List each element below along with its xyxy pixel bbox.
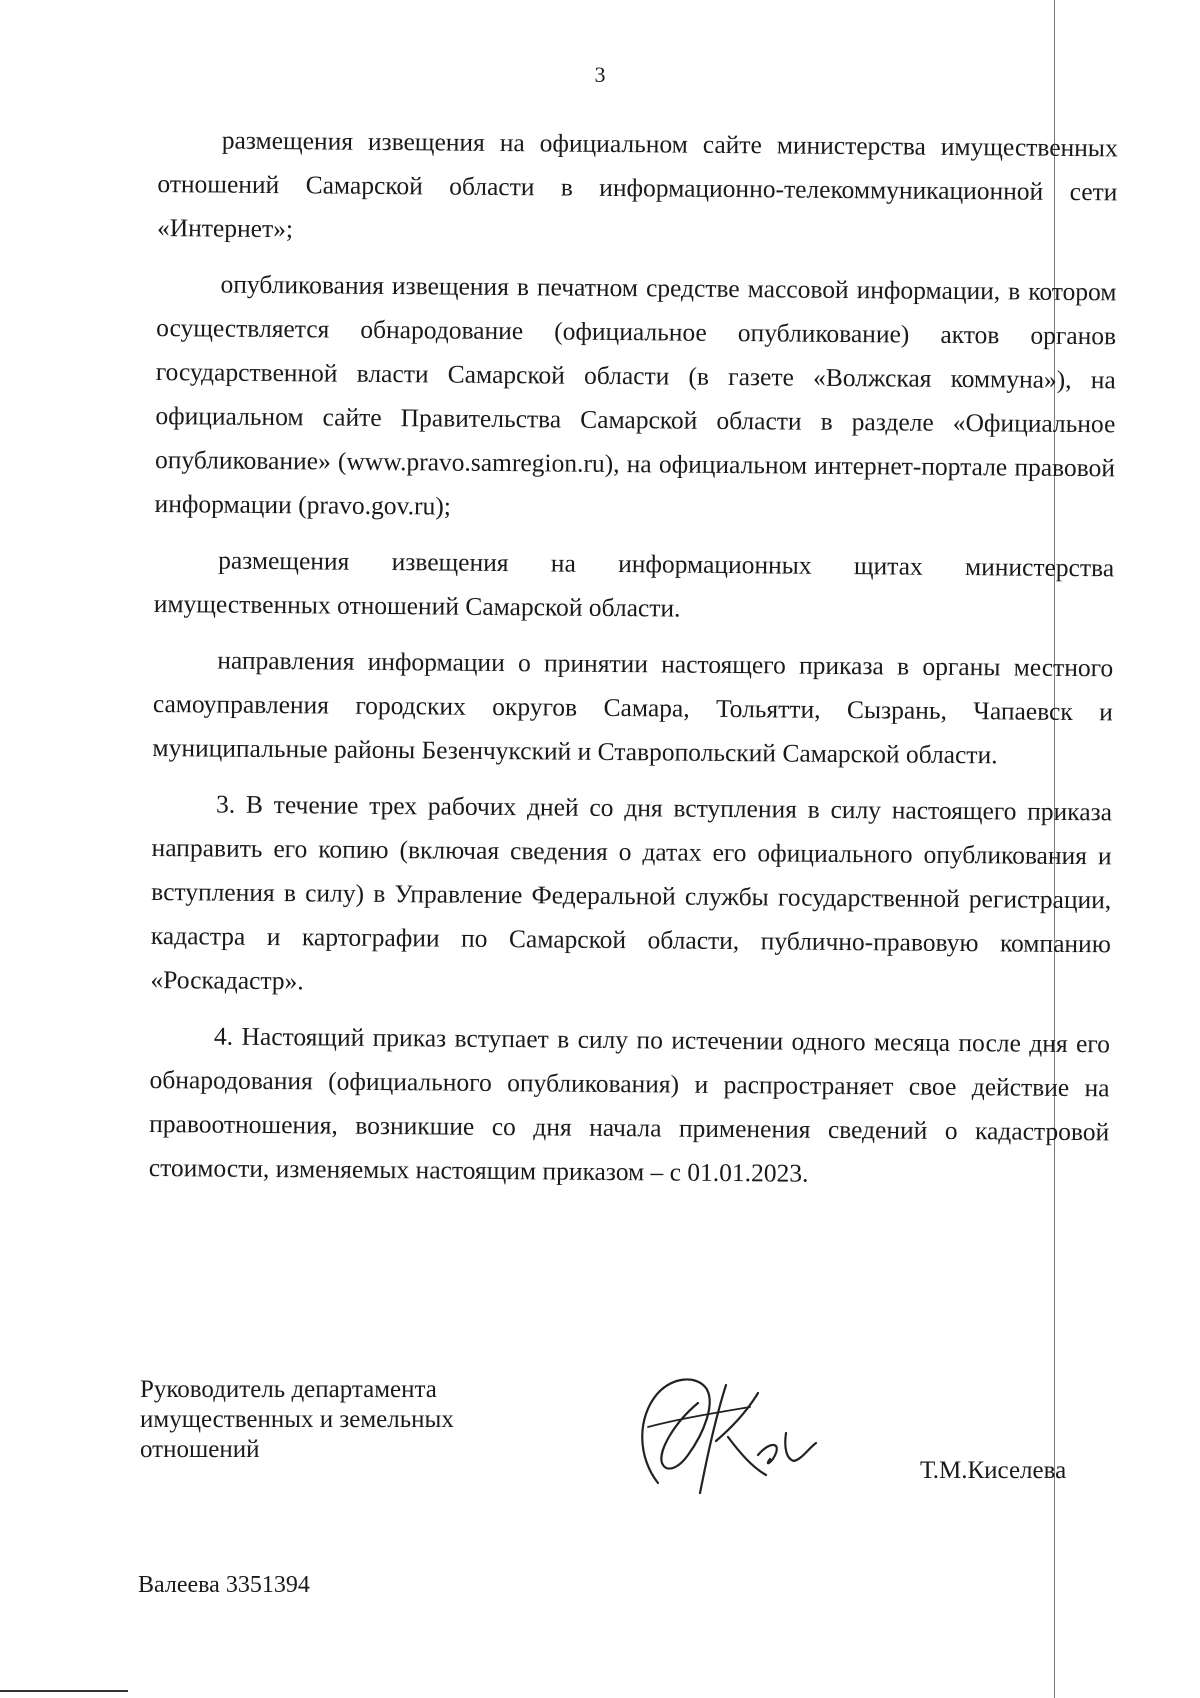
page-number: 3 (594, 62, 606, 87)
signer-name: Т.М.Киселева (920, 1457, 1067, 1484)
paragraph-4: направления информации о принятии настоящего приказа в органы местного самоуправления городских округов Самара, Тольятти, Сызрань, Чапаевск и муниципальные районы Безенчукский и Ставропольский Самарской области. (152, 645, 1114, 770)
document-body (149, 118, 1118, 1210)
signature-block (140, 1375, 1120, 1545)
executor-contact: Валеева 3351394 (138, 1572, 310, 1598)
handwritten-signature (618, 1363, 828, 1503)
footer-rule (0, 1690, 128, 1692)
signer-position: Руководитель департамента имущественных и земельных отношений (140, 1376, 454, 1463)
paragraph-5: 3. В течение трех рабочих дней со дня вступления в силу настоящего приказа направить его копию (включая сведения о датах его официального опубликования и вступления в силу) в Управление Федеральной службы государственной регистрации, кадастра и картографии по Самарской области, публично-правовую компанию «Роскадастр». (150, 789, 1113, 996)
paragraph-2: опубликования извещения в печатном средстве массовой информации, в котором осуществляется обнародование (официальное опубликование) актов органов государственной власти Самарской области (в газете «Волжская коммуна»), на официальном сайте Правительства Самарской области в разделе «Официальное опубликование» (www.pravo.samregion.ru), на официальном интернет-портале правовой информации (pravo.gov.ru); (154, 269, 1117, 521)
paragraph-3: размещения извещения на информационных щитах министерства имущественных отношений Самарской области. (153, 545, 1115, 623)
paragraph-1: размещения извещения на официальном сайте министерства имущественных отношений Самарской области в информационно-телекоммуникационной сети «Интернет»; (156, 125, 1118, 244)
paragraph-6: 4. Настоящий приказ вступает в силу по истечении одного месяца после дня его обнародования (официального опубликования) и распространяет свое действие на правоотношения, возникшие со дня начала применения сведений о кадастровой стоимости, изменяемых настоящим приказом – с 01.01.2023. (148, 1021, 1111, 1188)
